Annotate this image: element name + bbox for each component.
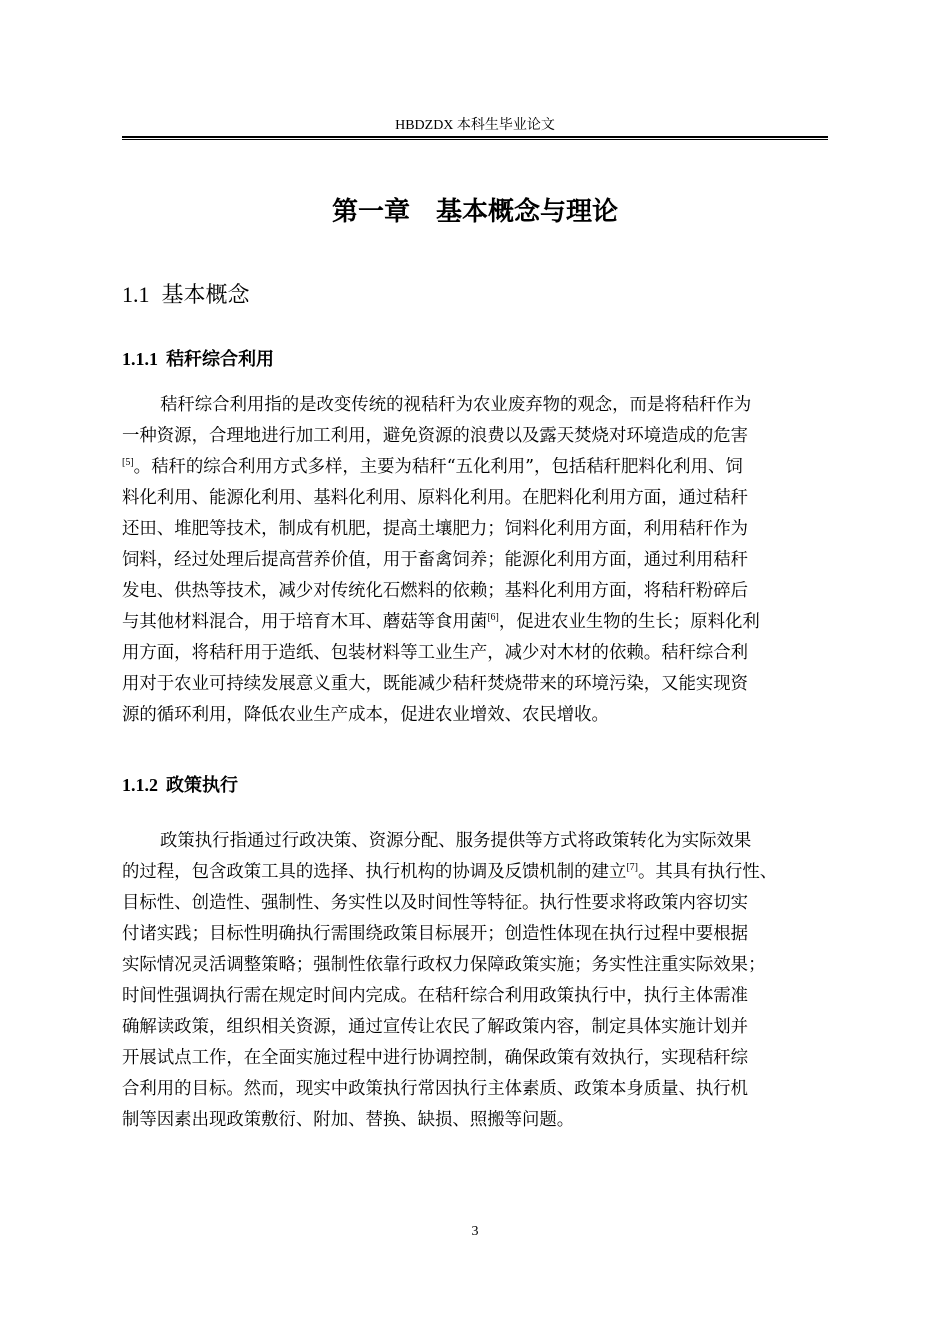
subsection-title: 政策执行: [166, 775, 238, 796]
paragraph-line: 政策执行指通过行政决策、资源分配、服务提供等方式将政策转化为实际效果: [160, 831, 752, 851]
running-header: HBDZDX 本科生毕业论文: [395, 118, 555, 133]
section-number: 1.1: [122, 282, 150, 307]
paragraph-line: 用对于农业可持续发展意义重大，既能减少秸秆焚烧带来的环境污染，又能实现资: [122, 674, 749, 694]
paragraph-line: 饲料，经过处理后提高营养价值，用于畜禽饲养；能源化利用方面，通过利用秸秆: [122, 550, 749, 570]
paragraph-line: 源的循环利用，降低农业生产成本，促进农业增效、农民增收。: [122, 705, 609, 725]
paragraph-line: 发电、供热等技术，减少对传统化石燃料的依赖；基料化利用方面，将秸秆粉碎后: [122, 581, 749, 601]
paragraph-line: [5]。秸秆的综合利用方式多样，主要为秸秆“五化利用”，包括秸秆肥料化利用、饲: [122, 457, 743, 477]
chapter-title: 第一章 基本概念与理论: [331, 197, 618, 227]
section-heading-1-1: [122, 281, 250, 310]
citation-ref: [6]: [487, 612, 499, 623]
citation-ref: [5]: [122, 457, 134, 468]
paragraph-line: 时间性强调执行需在规定时间内完成。在秸秆综合利用政策执行中，执行主体需准: [122, 986, 749, 1006]
subsection-number: 1.1.1: [122, 349, 158, 369]
paragraph-policy-implementation: [122, 826, 837, 1136]
paragraph-line: 与其他材料混合，用于培育木耳、蘑菇等食用菌[6]，促进农业生物的生长；原料化利: [122, 612, 760, 632]
subsection-heading-1-1-2: [122, 773, 238, 798]
page-number: 3: [471, 1224, 479, 1239]
citation-ref: [7]: [626, 862, 639, 873]
paragraph-line: 付诸实践；目标性明确执行需围绕政策目标展开；创造性体现在执行过程中要根据: [122, 924, 749, 944]
paragraph-line: 用方面，将秸秆用于造纸、包装材料等工业生产，减少对木材的依赖。秸秆综合利: [122, 643, 749, 663]
paragraph-straw-utilization: [122, 390, 837, 731]
paragraph-line: 合利用的目标。然而，现实中政策执行常因执行主体素质、政策本身质量、执行机: [122, 1079, 749, 1099]
paragraph-line: 的过程，包含政策工具的选择、执行机构的协调及反馈机制的建立[7]。其具有执行性、: [122, 862, 778, 882]
paragraph-line: 确解读政策，组织相关资源，通过宣传让农民了解政策内容，制定具体实施计划并: [122, 1017, 749, 1037]
paragraph-line: 实际情况灵活调整策略；强制性依靠行政权力保障政策实施；务实性注重实际效果；: [122, 955, 766, 975]
paragraph-line: 开展试点工作，在全面实施过程中进行协调控制，确保政策有效执行，实现秸秆综: [122, 1048, 749, 1068]
header-rule: [122, 136, 828, 140]
paragraph-line: 制等因素出现政策敷衍、附加、替换、缺损、照搬等问题。: [122, 1110, 575, 1130]
paragraph-line: 还田、堆肥等技术，制成有机肥，提高土壤肥力；饲料化利用方面，利用秸秆作为: [122, 519, 749, 539]
paragraph-line: 料化利用、能源化利用、基料化利用、原料化利用。在肥料化利用方面，通过秸秆: [122, 488, 749, 508]
paragraph-line: 秸秆综合利用指的是改变传统的视秸秆为农业废弃物的观念，而是将秸秆作为: [160, 395, 752, 415]
paragraph-line: 目标性、创造性、强制性、务实性以及时间性等特征。执行性要求将政策内容切实: [122, 893, 749, 913]
subsection-title: 秸秆综合利用: [166, 349, 274, 370]
subsection-number: 1.1.2: [122, 775, 158, 795]
subsection-heading-1-1-1: [122, 347, 274, 372]
paragraph-line: 一种资源，合理地进行加工利用，避免资源的浪费以及露天焚烧对环境造成的危害: [122, 426, 749, 446]
section-title: 基本概念: [161, 283, 250, 308]
